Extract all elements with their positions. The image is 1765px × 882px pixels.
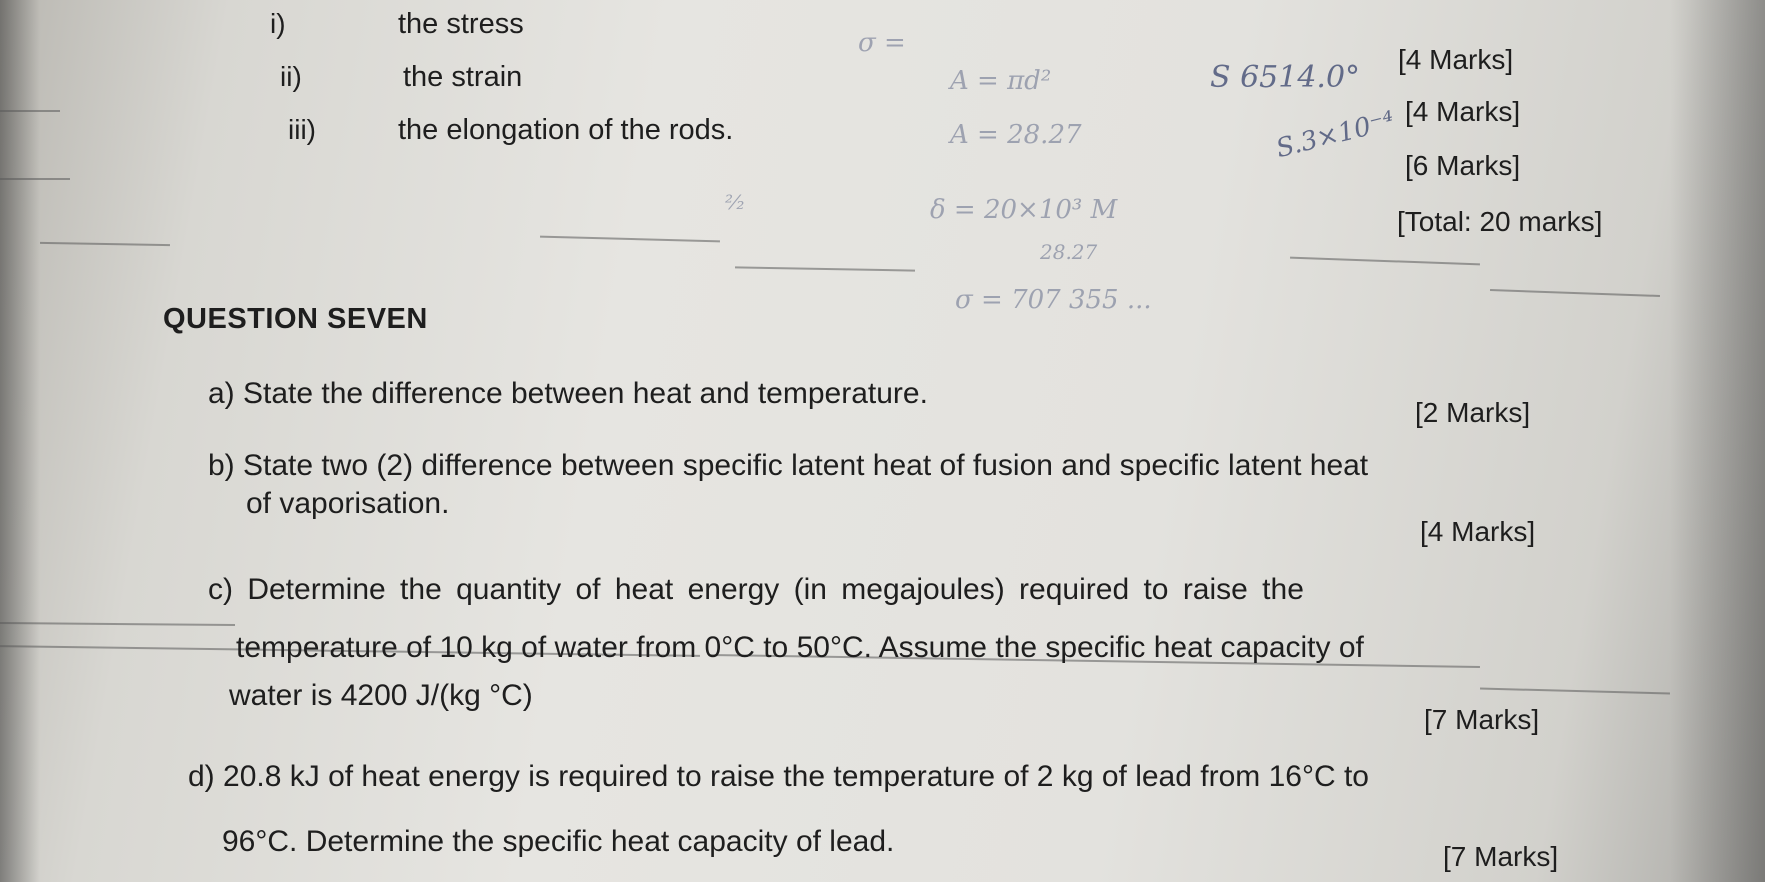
item-text: the strain [403,61,523,93]
handwritten-note: S 6514.0° [1210,60,1361,95]
question-c-line3: water is 4200 J/(kg °C) [229,679,533,712]
question-b-line2: of vaporisation. [246,487,450,520]
ruled-line [1290,257,1480,266]
marks-label: [4 Marks] [1398,44,1514,75]
ruled-line [1480,688,1670,695]
handwritten-note: 28.27 [1040,240,1098,264]
marks-label: [4 Marks] [1405,96,1521,127]
marks-label: [7 Marks] [1443,841,1559,872]
handwritten-note: S.3×10⁻⁴ [1273,105,1398,165]
handwritten-note: A = 28.27 [950,120,1082,150]
question-d-line2: 96°C. Determine the specific heat capacity of lead. [222,825,895,858]
item-number: i) [270,8,286,39]
handwritten-note: σ = [858,28,906,58]
handwritten-note: δ = 20×10³ M [930,195,1118,225]
marks-label: [4 Marks] [1420,516,1536,547]
paper-right-shadow [1670,0,1765,882]
total-marks: [Total: 20 marks] [1397,206,1603,237]
ruled-line [735,266,915,271]
question-d-line1: d) 20.8 kJ of heat energy is required to raise the temperature of 2 kg of lead from 16°C to [188,760,1369,793]
handwritten-note: σ = 707 355 ... [955,285,1152,315]
marks-label: [2 Marks] [1415,397,1531,428]
item-text: the stress [398,8,524,40]
question-b-line1: b) State two (2) difference between specific latent heat of fusion and specific latent heat [208,449,1369,482]
handwritten-note: ²⁄₂ [725,190,745,214]
ruled-line [0,110,60,112]
marks-label: [7 Marks] [1424,704,1540,735]
question-heading: QUESTION SEVEN [163,303,428,335]
question-c-line1: c) Determine the quantity of heat energy (in megajoules) required to raise the [208,573,1304,606]
item-number: iii) [288,114,316,145]
question-c-line2: temperature of 10 kg of water from 0°C to 50°C. Assume the specific heat capacity of [236,631,1364,664]
handwritten-note: A = πd² [950,66,1052,96]
ruled-line [0,178,70,180]
item-text: the elongation of the rods. [398,114,734,146]
paper-left-shadow [0,0,40,882]
item-number: ii) [280,61,302,92]
ruled-line [540,236,720,243]
ruled-line [1490,289,1660,297]
question-a: a) State the difference between heat and temperature. [208,377,928,410]
ruled-line [40,242,170,246]
marks-label: [6 Marks] [1405,150,1521,181]
